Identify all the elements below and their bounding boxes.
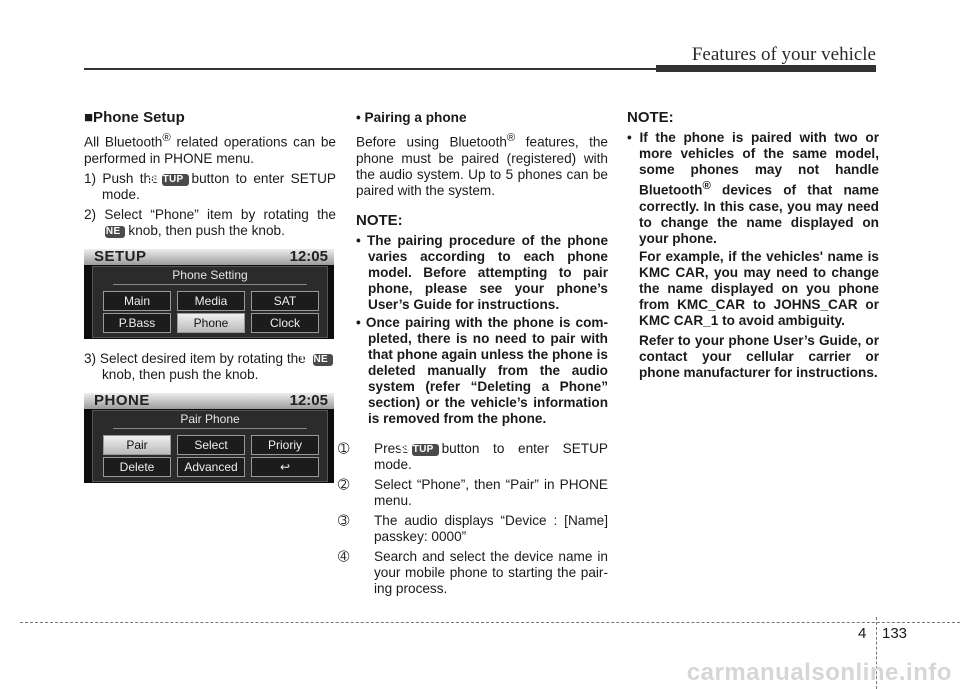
intro-paragraph <box>84 130 336 167</box>
note-bullet-2: • Once pairing with the phone is com-pleted, there is no need to pair with that phone again unless the phone is deleted manually from the audio system (refer “Deleting a Phone” section) or the vehicle’s information is removed from the phone. <box>356 314 608 426</box>
registered-mark: ® <box>506 132 516 144</box>
screen-clock: 12:05 <box>289 247 328 265</box>
step-number-1: ➀ <box>338 440 350 456</box>
screen-subtitle: Phone Setting <box>172 267 248 282</box>
pairing-text-cont: features, the phone must be paired (registered) with the audio system. Up to 5 phones can be paired with the system. <box>356 134 608 198</box>
step-1-text-cont: button to enter SETUP mode. <box>102 170 336 202</box>
screen-divider <box>113 284 307 285</box>
pairing-paragraph <box>356 130 608 199</box>
column-pairing <box>338 110 608 601</box>
watermark: carmanualsonline.info <box>686 659 952 686</box>
tune-knob-icon: TUNE <box>105 226 125 238</box>
note-bullet-1: • The pairing procedure of the phone varies according to each phone model. Before attempting to pair phone, please see your phone’s User’s Guide for instructions. <box>356 232 608 312</box>
intro-text: All Bluetooth <box>84 134 163 150</box>
pairing-heading: • Pairing a phone <box>356 110 467 125</box>
pairing-text: Before using Bluetooth <box>356 134 507 150</box>
chapter-number: 4 <box>858 625 867 642</box>
screen-panel <box>92 410 328 482</box>
step-2-text: 2) Select “Phone” item by rotating the <box>84 206 336 222</box>
pair-step-4-text: Search and select the device name in your mobile phone to starting the pair-ing process. <box>374 548 608 596</box>
step-2-text-cont: knob, then push the knob. <box>128 222 285 238</box>
registered-mark: ® <box>162 132 171 144</box>
footer-rule <box>20 622 960 623</box>
note-title: NOTE: <box>356 211 403 229</box>
step-number-3: ➂ <box>338 512 350 528</box>
pair-step-3 <box>338 512 608 545</box>
step-number-2: ➁ <box>338 476 350 492</box>
screen-btn-media: Media <box>177 291 245 311</box>
screen-mode-label: PHONE <box>94 391 150 409</box>
note-text-cont: devices of that name correctly. In this case, you may need to change the name displayed on your phone. <box>639 182 879 246</box>
header-bar <box>656 65 876 72</box>
header-rule <box>84 68 656 70</box>
step-3 <box>84 351 336 383</box>
note-refer: Refer to your phone User’s Guide, or contact your cellular carrier or phone manufacturer for instructions. <box>639 332 879 380</box>
pair-step-2-text: Select “Phone”, then “Pair” in PHONE menu. <box>374 476 608 508</box>
note-text: • If the phone is paired with two or more vehicles of the same model, some phones may not handle Bluetooth <box>627 130 879 198</box>
step-number-4: ➃ <box>338 548 350 564</box>
column-phone-setup <box>84 110 336 495</box>
screen-clock: 12:05 <box>289 391 328 409</box>
phone-screen-image <box>84 393 334 483</box>
screen-btn-clock: Clock <box>251 313 319 333</box>
screen-divider <box>113 428 307 429</box>
screen-btn-pbass: P.Bass <box>103 313 171 333</box>
pair-step-1-text: Press <box>374 440 409 456</box>
setup-screen-image <box>84 249 334 339</box>
screen-btn-advanced: Advanced <box>177 457 245 477</box>
step-3-text-cont: knob, then push the knob. <box>102 366 259 382</box>
screen-btn-phone-selected: Phone <box>177 313 245 333</box>
screen-btn-priority: Prioriy <box>251 435 319 455</box>
column-note <box>627 110 879 383</box>
intro-text-cont: related operations can be performed in PHONE menu. <box>84 134 336 166</box>
setup-button-icon: SETUP <box>162 174 189 186</box>
note-title: NOTE: <box>627 109 674 126</box>
screen-panel <box>92 266 328 338</box>
back-arrow-icon: ↩ <box>251 457 319 477</box>
screen-btn-main: Main <box>103 291 171 311</box>
screen-subtitle: Pair Phone <box>180 411 240 426</box>
setup-button-icon: SETUP <box>412 444 439 456</box>
step-1-text: 1) Push the <box>84 170 159 186</box>
screen-btn-delete: Delete <box>103 457 171 477</box>
pair-step-4 <box>338 548 608 597</box>
section-title: ■Phone Setup <box>84 109 185 126</box>
screen-btn-sat: SAT <box>251 291 319 311</box>
step-2 <box>84 207 336 239</box>
step-3-text: 3) Select desired item by rotating the <box>84 350 306 366</box>
pair-step-2 <box>338 476 608 509</box>
pair-step-3-text: The audio displays “Device : [Name] passkey: 0000” <box>374 512 608 544</box>
page-number: 133 <box>882 625 908 642</box>
note-bullet <box>627 130 879 247</box>
pair-step-1 <box>338 440 608 473</box>
page-header-title: Features of your vehicle <box>691 44 876 65</box>
screen-mode-label: SETUP <box>94 247 147 265</box>
pair-step-1-text-cont: button to enter SETUP mode. <box>374 440 608 472</box>
step-1 <box>84 171 336 203</box>
screen-btn-select: Select <box>177 435 245 455</box>
registered-mark: ® <box>702 180 711 192</box>
note-example: For example, if the vehicles' name is KMC CAR, you may need to change the name displayed on you phone from KMC_CAR to JOHNS_CAR or KMC CAR_1 to avoid ambiguity. <box>639 248 879 328</box>
tune-knob-icon: TUNE <box>313 354 333 366</box>
screen-btn-pair-selected: Pair <box>103 435 171 455</box>
